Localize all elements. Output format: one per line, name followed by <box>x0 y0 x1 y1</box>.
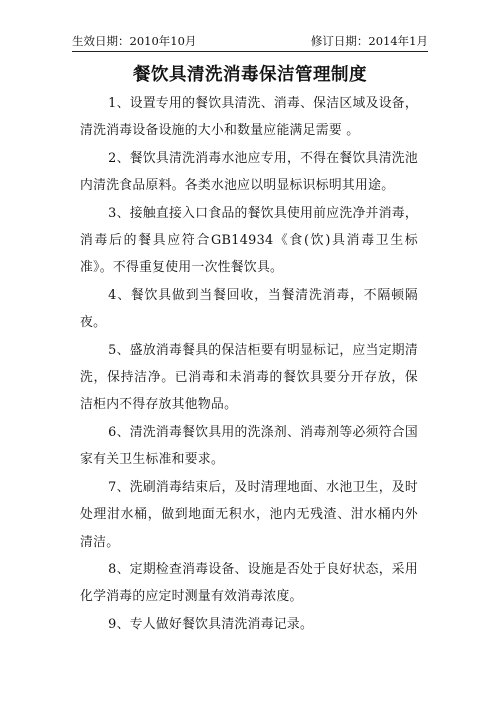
paragraph-6: 6、清洗消毒餐饮具用的洗涤剂、消毒剂等必须符合国家有关卫生标准和要求。 <box>80 424 418 468</box>
document-title: 餐饮具清洗消毒保洁管理制度 <box>133 65 367 85</box>
paragraph-7: 7、洗刷消毒结束后，及时清理地面、水池卫生，及时处理泔水桶，做到地面无积水，池内无残渣、泔水桶内外清洁。 <box>80 479 418 550</box>
effective-date: 生效日期：2010年10月 <box>72 34 197 48</box>
revision-date: 修订日期：2014年1月 <box>310 34 428 48</box>
paragraph-9: 9、专人做好餐饮具清洗消毒记录。 <box>108 616 314 632</box>
paragraph-8: 8、定期检查消毒设备、设施是否处于良好状态，采用化学消毒的应定时测量有效消毒浓度。 <box>80 561 418 605</box>
paragraph-3: 3、接触直接入口食品的餐饮具使用前应洗净并消毒，消毒后的餐具应符合GB14934《食(饮)具消毒卫生标准》。不得重复使用一次性餐饮具。 <box>80 205 418 276</box>
paragraph-5: 5、盛放消毒餐具的保洁柜要有明显标记，应当定期清洗，保持洁净。已消毒和未消毒的餐饮具要分开存放，保洁柜内不得存放其他物品。 <box>80 342 418 413</box>
paragraph-4: 4、餐饮具做到当餐回收，当餐清洗消毒，不隔顿隔夜。 <box>80 287 418 331</box>
document-body <box>80 90 418 638</box>
paragraph-1: 1、设置专用的餐饮具清洗、消毒、保洁区域及设备，清洗消毒设备设施的大小和数量应能满足需要 。 <box>80 96 418 139</box>
paragraph-2: 2、餐饮具清洗消毒水池应专用，不得在餐饮具清洗池内清洗食品原料。各类水池应以明显标识标明其用途。 <box>80 150 418 194</box>
page-header <box>72 33 428 52</box>
